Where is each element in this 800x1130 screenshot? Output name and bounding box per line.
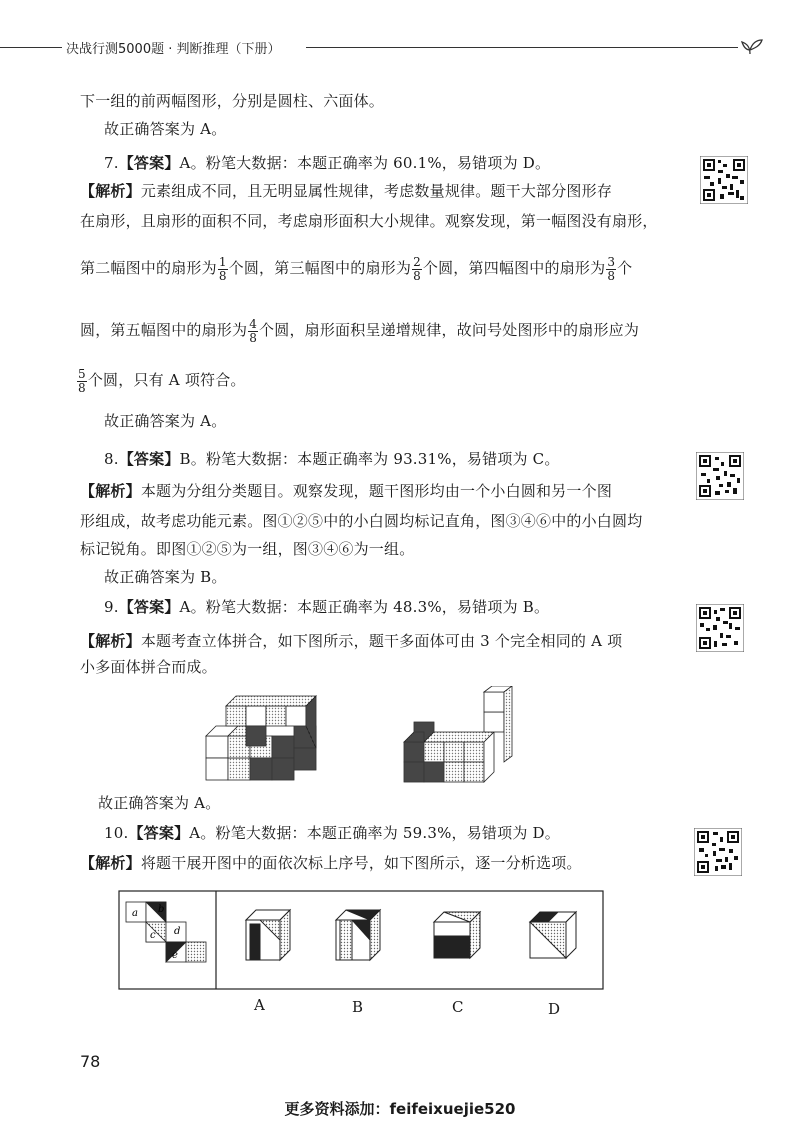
net-label: b bbox=[158, 904, 165, 915]
fraction-num: 3 bbox=[607, 254, 616, 269]
answer-tag: 【答案】 bbox=[118, 154, 180, 172]
q7-exp-line-1 bbox=[80, 180, 612, 202]
answer-line: 故正确答案为 A。 bbox=[104, 120, 227, 138]
header-rule-left bbox=[0, 47, 62, 48]
q9-stat: A。粉笔大数据：本题正确率为 48.3%，易错项为 B。 bbox=[179, 598, 550, 616]
fraction-den: 8 bbox=[218, 268, 227, 283]
option-cube-d bbox=[530, 912, 576, 958]
fraction-num: 5 bbox=[78, 366, 86, 381]
header-rule-right bbox=[306, 47, 738, 48]
q8-number: 8. bbox=[104, 450, 119, 468]
text-span: 圆，第五幅图中的扇形为 bbox=[80, 321, 248, 339]
option-label-c: C bbox=[452, 998, 464, 1016]
option-label-a: A bbox=[254, 996, 265, 1014]
option-label-d: D bbox=[548, 1000, 561, 1018]
fraction-num: 2 bbox=[413, 254, 421, 269]
text-span: 元素组成不同，且无明显属性规律，考虑数量规律。题干大部分图形存 bbox=[140, 182, 613, 200]
cube-assembly-figure bbox=[196, 686, 536, 786]
analysis-tag: 【解析】 bbox=[80, 632, 141, 650]
book-title: 决战行测5000题 · 判断推理（下册） bbox=[66, 42, 281, 57]
answer-line: 故正确答案为 A。 bbox=[104, 412, 227, 430]
q10-header bbox=[104, 822, 560, 844]
q8-stat: B。粉笔大数据：本题正确率为 93.31%，易错项为 C。 bbox=[179, 450, 560, 468]
q10-number: 10. bbox=[104, 824, 129, 842]
analysis-tag: 【解析】 bbox=[80, 182, 141, 200]
net-label: e bbox=[172, 950, 178, 961]
text-span: 个圆，扇形面积呈递增规律，故问号处图形中的扇形应为 bbox=[259, 321, 640, 339]
cube-net-figure bbox=[118, 890, 604, 992]
q9-number: 9. bbox=[104, 598, 119, 616]
q7-stat: A。粉笔大数据：本题正确率为 60.1%，易错项为 D。 bbox=[179, 154, 551, 172]
answer-tag: 【答案】 bbox=[118, 598, 180, 616]
text-span: 个 bbox=[617, 259, 633, 277]
answer-tag: 【答案】 bbox=[118, 450, 180, 468]
fraction-den: 8 bbox=[607, 268, 616, 283]
fraction bbox=[248, 318, 258, 345]
option-cube-a bbox=[246, 910, 290, 960]
q9-exp-line-2: 小多面体拼合而成。 bbox=[80, 658, 217, 676]
qr-code-icon[interactable] bbox=[700, 156, 748, 204]
q8-exp-line-3: 标记锐角。即图①②⑤为一组，图③④⑥为一组。 bbox=[80, 540, 415, 558]
qr-code-icon[interactable] bbox=[694, 828, 742, 876]
sprout-icon bbox=[736, 34, 764, 56]
q7-exp-line-2: 在扇形，且扇形的面积不同，考虑扇形面积大小规律。观察发现，第一幅图没有扇形， bbox=[80, 212, 658, 230]
text-span: 本题考查立体拼合，如下图所示，题干多面体可由 3 个完全相同的 A 项 bbox=[140, 632, 623, 650]
option-cube-b bbox=[336, 910, 380, 960]
text-line: 下一组的前两幅图形，分别是圆柱、六面体。 bbox=[80, 92, 385, 110]
fraction bbox=[218, 256, 228, 283]
analysis-tag: 【解析】 bbox=[80, 854, 141, 872]
net-label: c bbox=[150, 930, 156, 941]
q10-stat: A。粉笔大数据：本题正确率为 59.3%，易错项为 D。 bbox=[189, 824, 560, 842]
fraction bbox=[412, 256, 422, 283]
answer-line: 故正确答案为 B。 bbox=[104, 568, 227, 586]
answer-tag: 【答案】 bbox=[128, 824, 190, 842]
text-span: 个圆，第四幅图中的扇形为 bbox=[422, 259, 606, 277]
q7-header bbox=[104, 152, 550, 174]
fraction-den: 8 bbox=[413, 268, 421, 283]
answer-line: 故正确答案为 A。 bbox=[98, 794, 221, 812]
running-header bbox=[0, 36, 800, 60]
cube-assembly-left bbox=[206, 696, 316, 780]
q9-exp-line-1 bbox=[80, 630, 622, 652]
q7-exp-line-4 bbox=[80, 310, 639, 350]
fraction bbox=[77, 368, 87, 395]
fraction-den: 8 bbox=[78, 380, 86, 395]
q7-exp-line-5 bbox=[76, 360, 246, 400]
fraction-den: 8 bbox=[249, 330, 258, 345]
page-number: 78 bbox=[80, 1052, 101, 1071]
text-span: 个圆，第三幅图中的扇形为 bbox=[228, 259, 412, 277]
net-label: a bbox=[132, 908, 138, 919]
option-cube-c bbox=[434, 912, 480, 958]
fraction-num: 4 bbox=[249, 316, 258, 331]
q8-exp-line-1 bbox=[80, 480, 612, 502]
q10-exp-line-1 bbox=[80, 852, 582, 874]
q7-exp-line-3 bbox=[80, 248, 632, 288]
q8-exp-line-2: 形组成，故考虑功能元素。图①②⑤中的小白圆均标记直角，图③④⑥中的小白圆均 bbox=[80, 512, 643, 530]
qr-code-icon[interactable] bbox=[696, 452, 744, 500]
q8-header bbox=[104, 448, 560, 470]
text-span: 本题为分组分类题目。观察发现，题干图形均由一个小白圆和另一个图 bbox=[140, 482, 613, 500]
text-span: 将题干展开图中的面依次标上序号，如下图所示，逐一分析选项。 bbox=[140, 854, 582, 872]
qr-code-icon[interactable] bbox=[696, 604, 744, 652]
net-label: d bbox=[174, 926, 181, 937]
footer-watermark-text: 更多资料添加：feifeixuejie520 bbox=[284, 1100, 516, 1118]
fraction-num: 1 bbox=[218, 254, 227, 269]
cube-assembly-right bbox=[404, 686, 512, 782]
analysis-tag: 【解析】 bbox=[80, 482, 141, 500]
text-span: 个圆，只有 A 项符合。 bbox=[87, 371, 246, 389]
q7-number: 7. bbox=[104, 154, 119, 172]
q9-header bbox=[104, 596, 549, 618]
fraction bbox=[606, 256, 616, 283]
option-label-b: B bbox=[352, 998, 364, 1016]
text-span: 第二幅图中的扇形为 bbox=[80, 259, 217, 277]
